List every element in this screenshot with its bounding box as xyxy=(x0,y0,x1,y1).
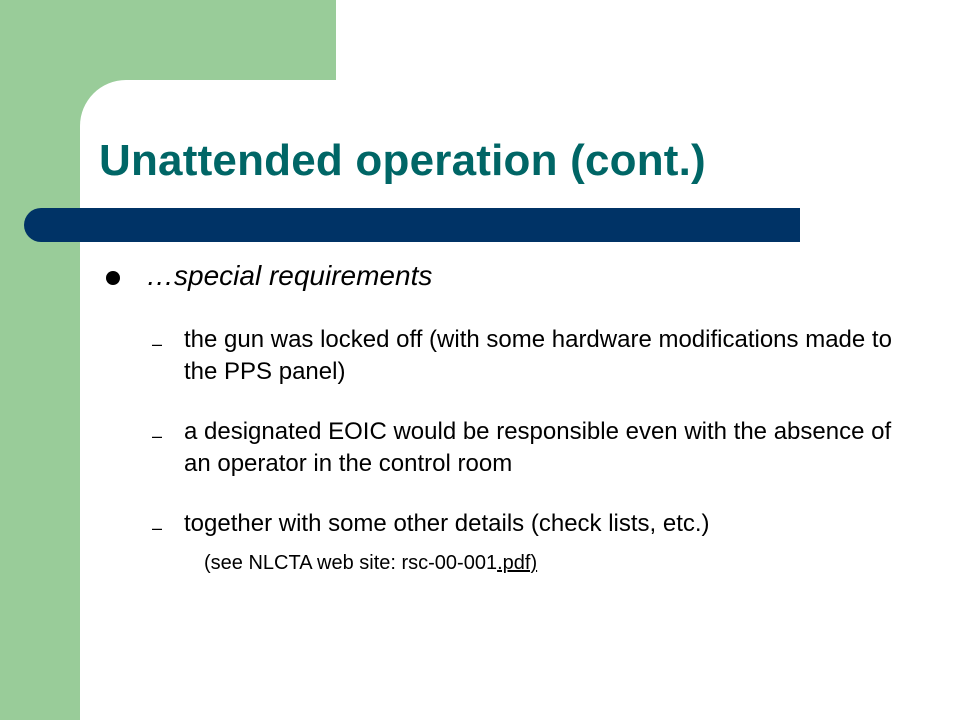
bullet-dot-icon xyxy=(106,271,120,285)
reference-note xyxy=(204,552,537,575)
main-bullet-text: …special requirements xyxy=(146,260,433,291)
slide-title: Unattended operation (cont.) xyxy=(99,136,706,185)
sub-item-dash: – xyxy=(152,334,163,354)
sub-item-text: together with some other details (check lists, etc.) xyxy=(184,510,710,537)
sub-item-dash: – xyxy=(152,426,163,446)
sub-item-text: the gun was locked off (with some hardware modifications made to the PPS panel) xyxy=(184,326,892,385)
reference-pdf-link[interactable]: .pdf) xyxy=(497,552,538,574)
title-rule-bar xyxy=(24,208,800,242)
sub-item-text: a designated EOIC would be responsible even with the absence of an operator in the control room xyxy=(184,418,892,477)
reference-prefix: (see NLCTA web site: rsc-00-001 xyxy=(204,552,498,574)
sub-item-dash: – xyxy=(152,518,163,538)
